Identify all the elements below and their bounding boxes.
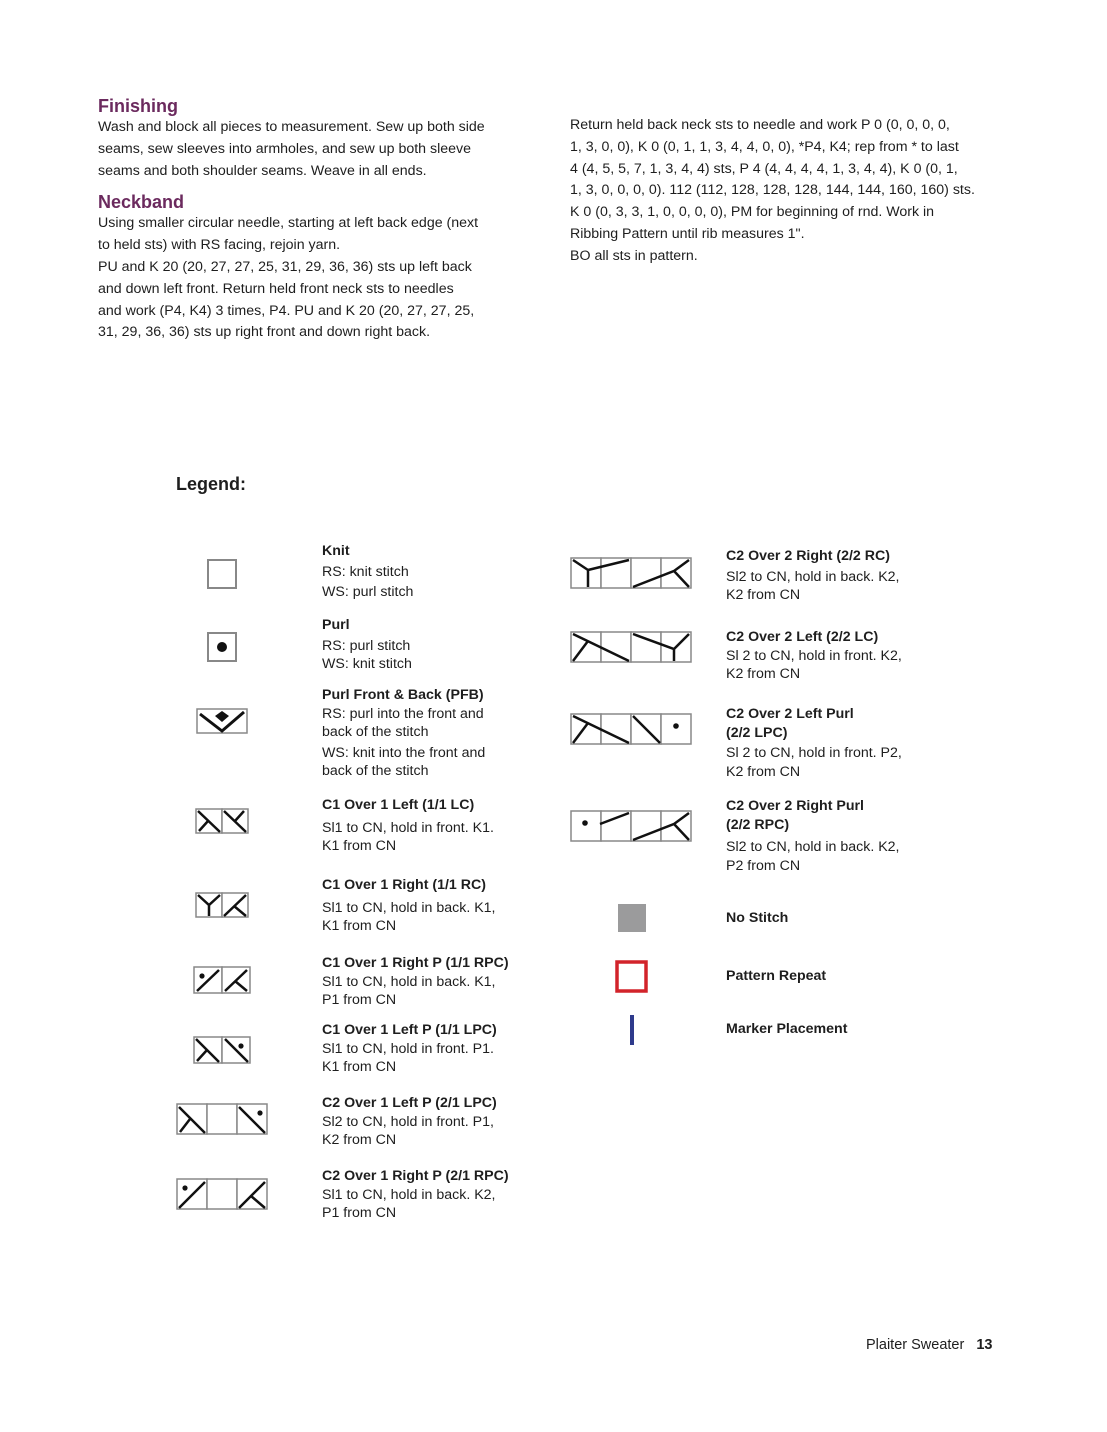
pattern-repeat-icon xyxy=(615,960,648,993)
purl-icon xyxy=(207,632,237,662)
c1-over-1-left-purl-icon xyxy=(193,1036,251,1064)
legend-item-lpc21: C2 Over 1 Left P (2/1 LPC) Sl2 to CN, hold in front. P1, K2 from CN xyxy=(322,1095,497,1148)
knit-icon xyxy=(207,559,237,589)
page-footer xyxy=(866,1337,992,1353)
legend-item-lpc22: C2 Over 2 Left Purl (2/2 LPC) Sl 2 to CN, hold in front. P2, K2 from CN xyxy=(726,706,902,780)
marker-placement-icon xyxy=(630,1015,636,1045)
legend-title: Legend: xyxy=(176,474,246,494)
c1-over-1-left-icon xyxy=(195,808,249,834)
c2-over-1-left-purl-icon xyxy=(176,1103,268,1135)
right-column xyxy=(570,115,1030,268)
legend-item-pfb: Purl Front & Back (PFB) RS: purl into the front and back of the stitch WS: knit into the front and back of the stitch xyxy=(322,687,486,779)
footer-title: Plaiter Sweater xyxy=(866,1337,965,1353)
legend-item-rpc11: C1 Over 1 Right P (1/1 RPC) Sl1 to CN, hold in back. K1, P1 from CN xyxy=(322,955,509,1008)
c2-over-1-right-purl-icon xyxy=(176,1178,268,1210)
neckband-continued-text: Return held back neck sts to needle and work P 0 (0, 0, 0, 0, 1, 3, 0, 0), K 0 (0, 1, 1, 3, 4, 4, 0, 0), *P4, K4; rep from * to last 4 (4, 5, 5, 7, 1, 3, 4, 4) sts, P 4 (4, 4, 4, 4, 1, 3, 4, 4), K 0 (0, 1, 1, 3, 0, 0, 0, 0). 112 (112, 128, 128, 128, 144, 144, 160, 160) sts. K 0 (0, 3, 3, 1, 0, 0, 0, 0), PM for beginning of rnd. Work in Ribbing Pattern until rib measures 1". BO all sts in pattern. xyxy=(570,117,975,264)
finishing-text: Wash and block all pieces to measurement. Sew up both side seams, sew sleeves into armholes, and sew up both sleeve seams and both shoulder seams. Weave in all ends. xyxy=(98,119,485,179)
neckband-text: Using smaller circular needle, starting at left back edge (next to held sts) with RS facing, rejoin yarn. PU and K 20 (20, 27, 27, 25, 31, 29, 36, 36) sts up left back and down left front. Return held front neck sts to needles and work (P4, K4) 3 times, P4. PU and K 20 (20, 27, 27, 25, 31, 29, 36, 36) sts up right front and down right back. xyxy=(98,215,479,341)
legend-item-rc11: C1 Over 1 Right (1/1 RC) Sl1 to CN, hold in back. K1, K1 from CN xyxy=(322,877,496,934)
legend-item-lpc11: C1 Over 1 Left P (1/1 LPC) Sl1 to CN, hold in front. P1. K1 from CN xyxy=(322,1022,497,1075)
legend-item-lc11: C1 Over 1 Left (1/1 LC) Sl1 to CN, hold in front. K1. K1 from CN xyxy=(322,797,494,854)
page-number: 13 xyxy=(976,1337,993,1353)
legend-item-rpc22: C2 Over 2 Right Purl (2/2 RPC) Sl2 to CN, hold in back. K2, P2 from CN xyxy=(726,798,900,874)
legend-item-knit: Knit RS: knit stitch WS: purl stitch xyxy=(322,543,414,600)
neckband-heading: Neckband xyxy=(98,192,185,213)
purl-front-back-icon xyxy=(196,708,248,734)
legend-item-rc22: C2 Over 2 Right (2/2 RC) Sl2 to CN, hold in back. K2, K2 from CN xyxy=(726,548,900,603)
legend-item-lc22: C2 Over 2 Left (2/2 LC) Sl 2 to CN, hold in front. K2, K2 from CN xyxy=(726,629,902,682)
no-stitch-icon xyxy=(618,904,646,932)
legend-item-marker-placement: Marker Placement xyxy=(726,1021,848,1037)
c2-over-2-right-purl-icon xyxy=(570,810,692,842)
finishing-heading: Finishing xyxy=(98,96,178,116)
legend-item-no-stitch: No Stitch xyxy=(726,910,789,926)
c1-over-1-right-icon xyxy=(195,892,249,918)
c2-over-2-left-purl-icon xyxy=(570,713,692,745)
legend-item-rpc21: C2 Over 1 Right P (2/1 RPC) Sl1 to CN, hold in back. K2, P1 from CN xyxy=(322,1168,509,1221)
c2-over-2-right-icon xyxy=(570,557,692,589)
c1-over-1-right-purl-icon xyxy=(193,966,251,994)
legend-item-pattern-repeat: Pattern Repeat xyxy=(726,968,827,984)
c2-over-2-left-icon xyxy=(570,631,692,663)
left-column xyxy=(98,95,548,344)
legend-item-purl: Purl RS: purl stitch WS: knit stitch xyxy=(322,617,412,672)
